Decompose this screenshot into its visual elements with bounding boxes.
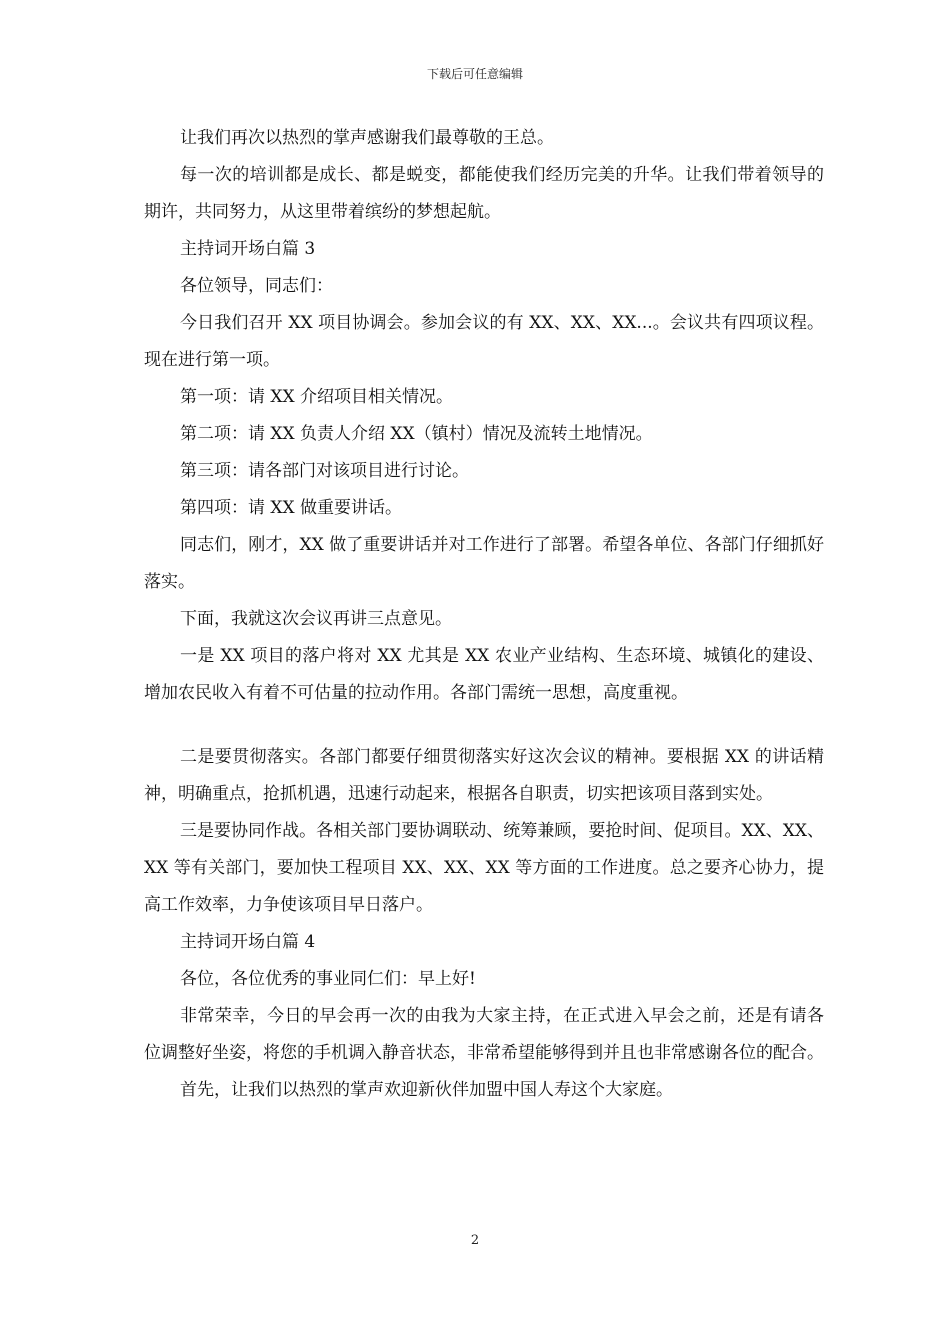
paragraph: 每一次的培训都是成长、都是蜕变，都能使我们经历完美的升华。让我们带着领导的期许，共同努力，从这里带着缤纷的梦想起航。 xyxy=(144,165,824,222)
paragraph: 一是 XX 项目的落户将对 XX 尤其是 XX 农业产业结构、生态环境、城镇化的建设、增加农民收入有着不可估量的拉动作用。各部门需统一思想，高度重视。 xyxy=(144,646,824,703)
paragraph: 三是要协同作战。各相关部门要协调联动、统筹兼顾，要抢时间、促项目。XX、XX、XX 等有关部门，要加快工程项目 XX、XX、XX 等方面的工作进度。总之要齐心协力，提高工作效率，力争使该项目早日落户。 xyxy=(144,821,824,915)
paragraph: 今日我们召开 XX 项目协调会。参加会议的有 XX、XX、XX...。会议共有四项议程。现在进行第一项。 xyxy=(144,313,824,370)
paragraph: 让我们再次以热烈的掌声感谢我们最尊敬的王总。 xyxy=(180,128,554,148)
paragraph: 同志们，刚才，XX 做了重要讲话并对工作进行了部署。希望各单位、各部门仔细抓好落实。 xyxy=(144,535,824,592)
page-number: 2 xyxy=(470,1233,480,1248)
agenda-item: 第四项：请 XX 做重要讲话。 xyxy=(180,498,403,518)
paragraph: 非常荣幸，今日的早会再一次的由我为大家主持，在正式进入早会之前，还是有请各位调整好坐姿，将您的手机调入静音状态，非常希望能够得到并且也非常感谢各位的配合。 xyxy=(144,1006,824,1063)
document-body xyxy=(144,120,824,1109)
paragraph: 首先，让我们以热烈的掌声欢迎新伙伴加盟中国人寿这个大家庭。 xyxy=(180,1080,673,1100)
page-header: 下载后可任意编辑 xyxy=(426,67,523,81)
section-heading: 主持词开场白篇 4 xyxy=(180,932,316,952)
agenda-item: 第二项：请 XX 负责人介绍 XX（镇村）情况及流转土地情况。 xyxy=(180,424,653,444)
agenda-item: 第一项：请 XX 介绍项目相关情况。 xyxy=(180,387,454,407)
section-heading: 主持词开场白篇 3 xyxy=(180,239,316,259)
salutation: 各位，各位优秀的事业同仁们：早上好! xyxy=(180,969,476,989)
salutation: 各位领导，同志们： xyxy=(180,276,333,296)
paragraph: 二是要贯彻落实。各部门都要仔细贯彻落实好这次会议的精神。要根据 XX 的讲话精神，明确重点，抢抓机遇，迅速行动起来，根据各自职责，切实把该项目落到实处。 xyxy=(144,747,824,804)
agenda-item: 第三项：请各部门对该项目进行讨论。 xyxy=(180,461,469,481)
paragraph: 下面，我就这次会议再讲三点意见。 xyxy=(180,609,452,629)
